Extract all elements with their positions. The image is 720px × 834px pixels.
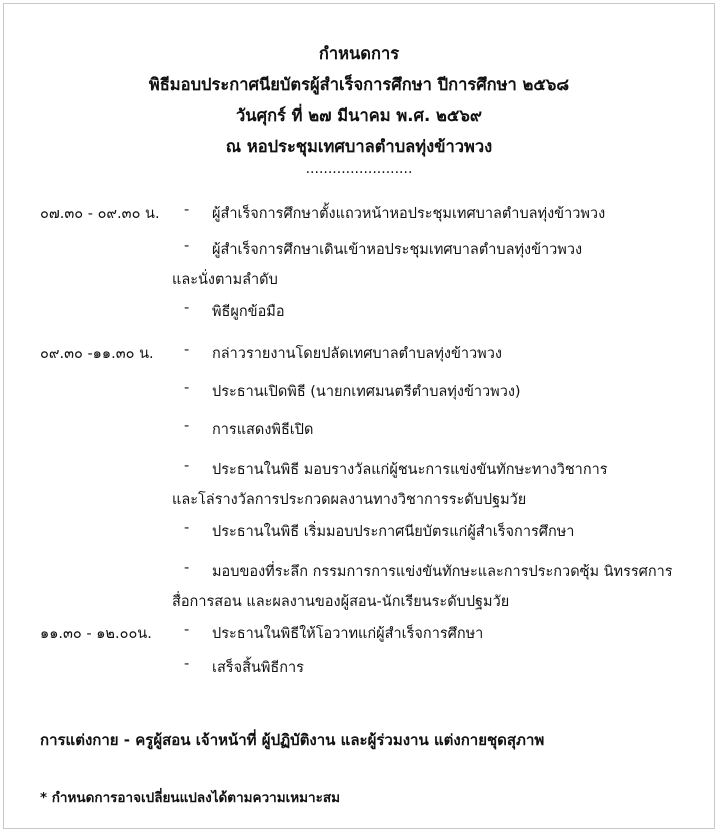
schedule-dash: - <box>184 656 190 672</box>
schedule-dash: - <box>184 380 190 396</box>
header-divider-dots: ........................ <box>305 161 413 177</box>
schedule-text: กล่าวรายงานโดยปลัดเทศบาลตำบลทุ่งข้าวพวง <box>212 346 502 362</box>
schedule-text: มอบของที่ระลึก กรรมการการแข่งขันทักษะและการประกวดซุ้ม นิทรรศการ <box>212 564 673 580</box>
schedule-text-continued: สื่อการสอน และผลงานของผู้สอน-นักเรียนระดับปฐมวัย <box>172 594 510 610</box>
header-venue: ณ หอประชุมเทศบาลตำบลทุ่งข้าวพวง <box>225 137 493 156</box>
schedule-dash: - <box>184 622 190 638</box>
schedule-dash: - <box>184 418 190 434</box>
schedule-dash: - <box>184 560 190 576</box>
schedule-text: ผู้สำเร็จการศึกษาเดินเข้าหอประชุมเทศบาลตำบลทุ่งข้าวพวง <box>212 242 583 258</box>
footnote: * กำหนดการอาจเปลี่ยนแปลงได้ตามความเหมาะสม <box>40 790 341 806</box>
header-title: กำหนดการ <box>318 44 400 63</box>
schedule-text: ผู้สำเร็จการศึกษาตั้งแถวหน้าหอประชุมเทศบาลตำบลทุ่งข้าวพวง <box>212 206 606 222</box>
header-date: วันศุกร์ ที่ ๒๗ มีนาคม พ.ศ. ๒๕๖๙ <box>236 106 482 125</box>
schedule-dash: - <box>184 342 190 358</box>
schedule-time: ๐๙.๓๐ -๑๑.๓๐ น. <box>40 346 154 362</box>
schedule-dash: - <box>184 520 190 536</box>
header-ceremony-name: พิธีมอบประกาศนียบัตรผู้สำเร็จการศึกษา ปีการศึกษา ๒๕๖๘ <box>148 75 570 94</box>
schedule-text: การแสดงพิธีเปิด <box>212 422 314 438</box>
schedule-text: ประธานเปิดพิธี (นายกเทศมนตรีตำบลทุ่งข้าวพวง) <box>212 384 521 400</box>
schedule-text: ประธานในพิธี มอบรางวัลแก่ผู้ชนะการแข่งขันทักษะทางวิชาการ <box>212 462 608 478</box>
schedule-text: เสร็จสิ้นพิธีการ <box>212 660 304 676</box>
schedule-text: ประธานในพิธี เริ่มมอบประกาศนียบัตรแก่ผู้สำเร็จการศึกษา <box>212 524 575 540</box>
document-page <box>3 3 715 829</box>
schedule-dash: - <box>184 300 190 316</box>
document-header <box>4 38 714 176</box>
schedule-time: ๐๗.๓๐ - ๐๙.๓๐ น. <box>40 206 160 222</box>
dress-code: การแต่งกาย - ครูผู้สอน เจ้าหน้าที่ ผู้ปฏิบัติงาน และผู้ร่วมงาน แต่งกายชุดสุภาพ <box>40 731 545 749</box>
schedule-text: พิธีผูกข้อมือ <box>212 304 285 320</box>
schedule-dash: - <box>184 458 190 474</box>
schedule-dash: - <box>184 202 190 218</box>
schedule-text-continued: และนั่งตามลำดับ <box>172 272 278 288</box>
schedule-time: ๑๑.๓๐ - ๑๒.๐๐น. <box>40 626 152 642</box>
schedule-dash: - <box>184 238 190 254</box>
schedule-text-continued: และโล่รางวัลการประกวดผลงานทางวิชาการระดับปฐมวัย <box>172 492 527 508</box>
schedule-text: ประธานในพิธีให้โอวาทแก่ผู้สำเร็จการศึกษา <box>212 626 484 642</box>
